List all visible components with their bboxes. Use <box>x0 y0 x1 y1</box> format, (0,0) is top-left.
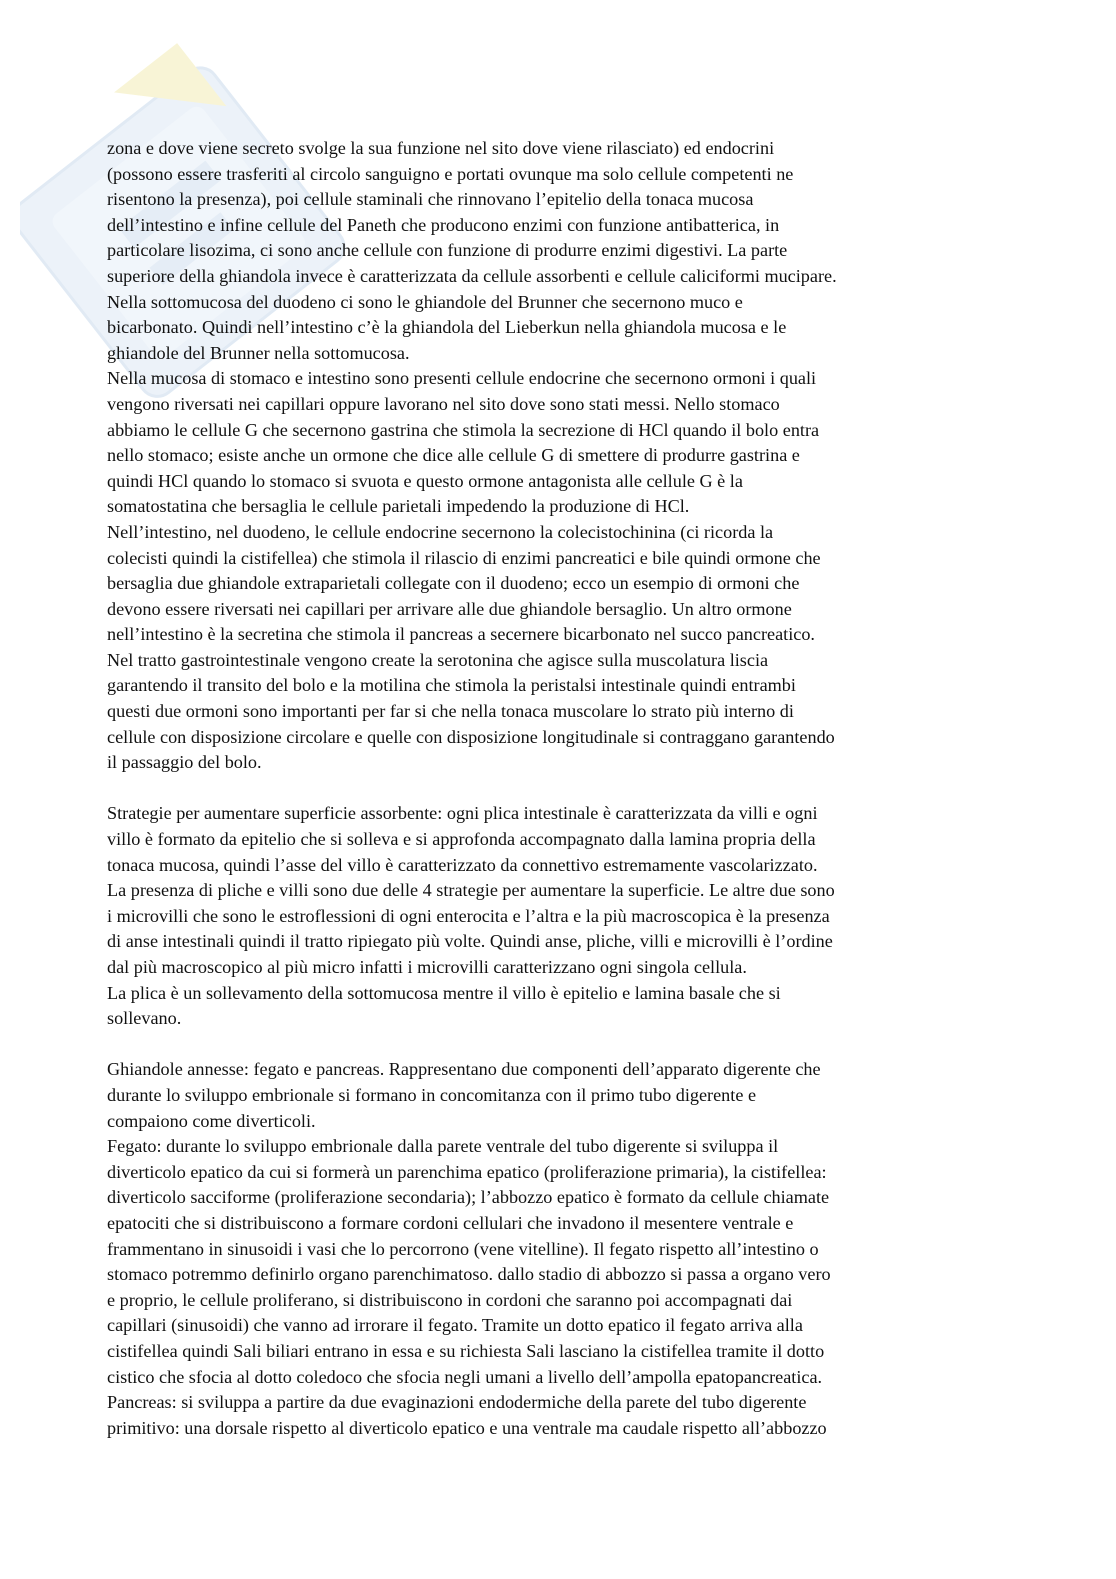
text-line: cistico che sfocia al dotto coledoco che sfocia negli umani a livello dell’ampolla epatopancreatica. <box>107 1366 823 1387</box>
text-line: Fegato: durante lo sviluppo embrionale dalla parete ventrale del tubo digerente si sviluppa il <box>107 1136 779 1157</box>
text-line: tonaca mucosa, quindi l’asse del villo è caratterizzato da connettivo estremamente vascolarizzato. <box>107 854 818 875</box>
text-line: questi due ormoni sono importanti per far si che nella tonaca muscolare lo strato più interno di <box>107 701 794 722</box>
text-line: dell’intestino e infine cellule del Paneth che producono enzimi con funzione antibatterica, in <box>107 214 780 235</box>
text-line: di anse intestinali quindi il tratto ripiegato più volte. Quindi anse, pliche, villi e microvilli è l’ordine <box>107 931 833 952</box>
paragraph <box>107 1057 1007 1441</box>
text-line: Nella sottomucosa del duodeno ci sono le ghiandole del Brunner che secernono muco e <box>107 291 743 312</box>
paragraph-gap <box>107 1032 1007 1058</box>
text-line: dal più macroscopico al più micro infatti i microvilli caratterizzano ogni singola cellula. <box>107 957 747 977</box>
text-line: abbiamo le cellule G che secernono gastrina che stimola la secrezione di HCl quando il bolo entra <box>107 419 820 440</box>
document-body <box>107 136 1007 1441</box>
text-line: garantendo il transito del bolo e la motilina che stimola la peristalsi intestinale quindi entrambi <box>107 675 796 696</box>
text-line: Ghiandole annesse: fegato e pancreas. Rappresentano due componenti dell’apparato digerente che <box>107 1059 821 1080</box>
text-line: stomaco potremmo definirlo organo parenchimatoso. dallo stadio di abbozzo si passa a organo vero <box>107 1264 831 1285</box>
text-line: frammentano in sinusoidi i vasi che lo percorrono (vene vitelline). Il fegato rispetto all’intestino o <box>107 1238 819 1259</box>
text-line: Pancreas: si sviluppa a partire da due evaginazioni endodermiche della parete del tubo digerente <box>107 1392 807 1413</box>
text-line: Nella mucosa di stomaco e intestino sono presenti cellule endocrine che secernono ormoni i quali <box>107 368 817 389</box>
text-line: durante lo sviluppo embrionale si formano in concomitanza con il primo tubo digerente e <box>107 1084 757 1105</box>
text-line: Nell’intestino, nel duodeno, le cellule endocrine secernono la colecistochinina (ci ricorda la <box>107 521 774 542</box>
text-line: particolare lisozima, ci sono anche cellule con funzione di produrre enzimi digestivi. La parte <box>107 240 788 261</box>
text-line: compaiono come diverticoli. <box>107 1110 316 1131</box>
text-line: somatostatina che bersaglia le cellule parietali impedendo la produzione di HCl. <box>107 496 690 517</box>
text-line: capillari (sinusoidi) che vanno ad irrorare il fegato. Tramite un dotto epatico il fegato arriva alla <box>107 1315 803 1336</box>
text-line: diverticolo sacciforme (proliferazione secondaria); l’abbozzo epatico è formato da cellule chiamate <box>107 1187 830 1208</box>
text-line: Strategie per aumentare superficie assorbente: ogni plica intestinale è caratterizzata da villi e ogni <box>107 803 818 824</box>
text-line: La plica è un sollevamento della sottomucosa mentre il villo è epitelio e lamina basale che si <box>107 982 781 1003</box>
text-line: epatociti che si distribuiscono a formare cordoni cellulari che invadono il mesentere ventrale e <box>107 1212 794 1233</box>
text-line: superiore della ghiandola invece è caratterizzata da cellule assorbenti e cellule caliciformi mucipare. <box>107 265 837 286</box>
text-line: colecisti quindi la cistifellea) che stimola il rilascio di enzimi pancreatici e bile quindi ormone che <box>107 547 821 568</box>
text-line: sollevano. <box>107 1008 182 1029</box>
text-line: quindi HCl quando lo stomaco si svuota e questo ormone antagonista alle cellule G è la <box>107 470 743 491</box>
text-line: devono essere riversati nei capillari per arrivare alle due ghiandole bersaglio. Un altro ormone <box>107 598 792 619</box>
text-line: La presenza di pliche e villi sono due delle 4 strategie per aumentare la superficie. Le altre due sono <box>107 880 835 901</box>
text-line: i microvilli che sono le estroflessioni di ogni enterocita e l’altra e la più macroscopica è la presenza <box>107 905 830 926</box>
text-line: bicarbonato. Quindi nell’intestino c’è la ghiandola del Lieberkun nella ghiandola mucosa e le <box>107 317 787 338</box>
text-line: cellule con disposizione circolare e quelle con disposizione longitudinale si contraggano garantendo <box>107 726 835 747</box>
text-line: zona e dove viene secreto svolge la sua funzione nel sito dove viene rilasciato) ed endocrini <box>107 138 775 158</box>
text-line: ghiandole del Brunner nella sottomucosa. <box>107 342 410 363</box>
text-line: (possono essere trasferiti al circolo sanguigno e portati ovunque ma solo cellule competenti ne <box>107 163 794 184</box>
text-line: e proprio, le cellule proliferano, si distribuiscono in cordoni che saranno poi accompagnati dai <box>107 1289 793 1310</box>
text-line: nell’intestino è la secretina che stimola il pancreas a secernere bicarbonato nel succo pancreatico. <box>107 624 815 645</box>
text-line: nello stomaco; esiste anche un ormone che dice alle cellule G di smettere di produrre gastrina e <box>107 445 800 466</box>
paragraph <box>107 136 1007 776</box>
text-line: bersaglia due ghiandole extraparietali collegate con il duodeno; ecco un esempio di ormoni che <box>107 573 800 594</box>
text-line: villo è formato da epitelio che si solleva e si approfonda accompagnato dalla lamina propria della <box>107 829 816 850</box>
text-line: Nel tratto gastrointestinale vengono create la serotonina che agisce sulla muscolatura liscia <box>107 649 769 670</box>
text-line: il passaggio del bolo. <box>107 752 262 773</box>
paragraph-gap <box>107 776 1007 802</box>
text-line: cistifellea quindi Sali biliari entrano in essa e su richiesta Sali lasciano la cistifellea tramite il dotto <box>107 1340 825 1361</box>
text-line: vengono riversati nei capillari oppure lavorano nel sito dove sono stati messi. Nello stomaco <box>107 393 780 414</box>
text-line: primitivo: una dorsale rispetto al diverticolo epatico e una ventrale ma caudale rispetto all’abbozzo <box>107 1417 827 1438</box>
text-line: diverticolo epatico da cui si formerà un parenchima epatico (proliferazione primaria), la cistifellea: <box>107 1161 827 1182</box>
paragraph <box>107 801 1007 1031</box>
text-line: risentono la presenza), poi cellule staminali che rinnovano l’epitelio della tonaca mucosa <box>107 189 754 210</box>
